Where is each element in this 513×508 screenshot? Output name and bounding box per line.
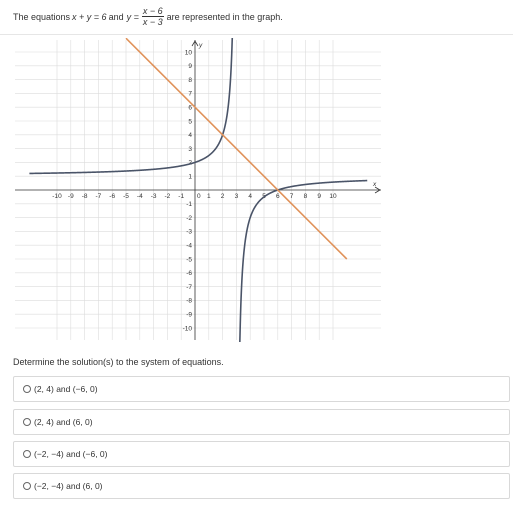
fraction-numerator: x − 6	[142, 6, 163, 16]
prompt-text: Determine the solution(s) to the system of equations.	[13, 357, 224, 367]
x-tick-label: -1	[178, 193, 185, 200]
radio-icon[interactable]	[23, 385, 31, 393]
option-label: (−2, −4) and (−6, 0)	[34, 449, 108, 459]
radio-icon[interactable]	[23, 418, 31, 426]
option-label: (2, 4) and (−6, 0)	[34, 384, 98, 394]
y-tick-label: 9	[188, 63, 192, 71]
x-tick-label: 5	[262, 193, 266, 200]
y-tick-label: -1	[186, 201, 192, 209]
question-suffix: are represented in the graph.	[166, 11, 283, 22]
x-tick-label: 8	[303, 193, 308, 200]
y-tick-label: 6	[188, 104, 192, 112]
x-tick-label: -9	[67, 193, 74, 200]
y-tick-label: -8	[186, 297, 192, 305]
x-tick-label: -10	[52, 193, 62, 200]
graph	[13, 38, 383, 342]
x-tick-label: 1	[206, 193, 211, 200]
origin-label: 0	[197, 193, 201, 200]
y-tick-label: -7	[186, 283, 192, 291]
y-tick-label: 3	[188, 145, 192, 153]
series-rational-right-branch	[240, 181, 368, 342]
x-tick-label: -5	[123, 193, 129, 200]
x-tick-label: 4	[248, 193, 253, 200]
divider	[0, 34, 513, 35]
option-label: (2, 4) and (6, 0)	[34, 417, 93, 427]
y-tick-label: 4	[188, 132, 192, 140]
radio-icon[interactable]	[23, 482, 31, 490]
y-tick-label: -5	[186, 256, 192, 264]
question-and: and	[108, 11, 124, 22]
x-tick-label: -3	[150, 193, 157, 200]
y-tick-label: 5	[188, 118, 192, 126]
answer-option-1[interactable]	[13, 376, 510, 402]
y-tick-label: 8	[188, 76, 192, 84]
y-tick-label: 10	[184, 49, 192, 57]
equation-linear: x + y = 6	[72, 11, 107, 22]
y-tick-label: -4	[186, 242, 192, 250]
y-tick-label: -6	[186, 270, 192, 278]
series-rational-left-branch	[29, 38, 232, 173]
fraction-denominator: x − 3	[142, 17, 163, 27]
x-axis-label: x	[373, 181, 377, 188]
question-text	[13, 6, 283, 27]
x-tick-label: 6	[275, 193, 280, 200]
x-tick-label: 10	[329, 193, 337, 200]
x-tick-label: -7	[95, 193, 102, 200]
x-tick-label: -8	[81, 193, 88, 200]
y-axis-label: y	[199, 42, 203, 49]
x-tick-label: 7	[289, 193, 294, 200]
x-tick-label: 9	[317, 193, 322, 200]
x-tick-label: -4	[136, 193, 143, 200]
y-tick-label: -2	[186, 214, 192, 222]
answer-option-3[interactable]	[13, 441, 510, 467]
x-tick-label: -6	[109, 193, 116, 200]
y-tick-label: -10	[182, 325, 192, 333]
equation-y: y =	[126, 11, 139, 22]
x-tick-label: 3	[234, 193, 239, 200]
answer-option-4[interactable]	[13, 473, 510, 499]
y-tick-label: -9	[186, 311, 192, 319]
y-tick-label: 7	[188, 90, 192, 98]
y-tick-label: 1	[188, 173, 192, 181]
option-label: (−2, −4) and (6, 0)	[34, 481, 103, 491]
rational-fraction	[142, 6, 164, 27]
y-tick-label: -3	[186, 228, 192, 236]
x-tick-label: -2	[164, 193, 171, 200]
y-tick-label: 2	[188, 159, 192, 167]
x-tick-label: 2	[220, 193, 225, 200]
radio-icon[interactable]	[23, 450, 31, 458]
coordinate-plane	[13, 38, 383, 342]
question-prefix: The equations	[13, 11, 71, 22]
answer-option-2[interactable]	[13, 409, 510, 435]
